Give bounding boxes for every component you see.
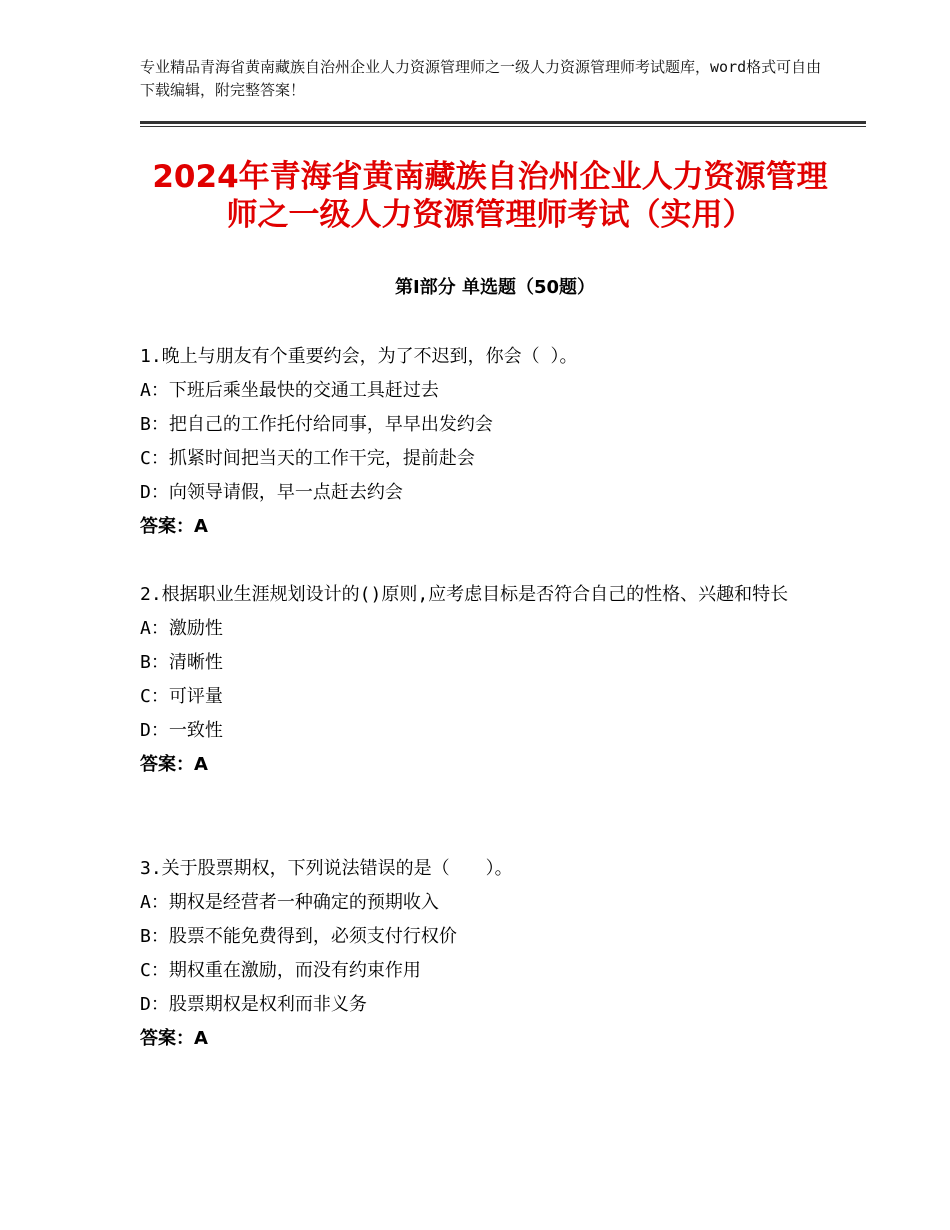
answer: 答案：A [140, 1028, 208, 1049]
option-d: D：股票期权是权利而非义务 [140, 994, 367, 1015]
question-3 [140, 852, 820, 1056]
option-a: A：期权是经营者一种确定的预期收入 [140, 892, 439, 913]
option-d: D：一致性 [140, 720, 223, 741]
answer: 答案：A [140, 754, 208, 775]
option-d: D：向领导请假，早一点赶去约会 [140, 482, 403, 503]
option-b: B：股票不能免费得到，必须支付行权价 [140, 926, 457, 947]
option-a: A：激励性 [140, 618, 223, 639]
option-c: C：期权重在激励，而没有约束作用 [140, 960, 421, 981]
header-divider-thick [140, 121, 866, 124]
option-a: A：下班后乘坐最快的交通工具赶过去 [140, 380, 439, 401]
option-b: B：把自己的工作托付给同事，早早出发约会 [140, 414, 493, 435]
option-c: C：抓紧时间把当天的工作干完，提前赴会 [140, 448, 475, 469]
answer: 答案：A [140, 516, 208, 537]
question-stem: 2.根据职业生涯规划设计的()原则,应考虑目标是否符合自己的性格、兴趣和特长 [140, 584, 789, 605]
question-stem: 3.关于股票期权，下列说法错误的是（ ）。 [140, 858, 513, 879]
question-stem: 1.晚上与朋友有个重要约会，为了不迟到，你会（ ）。 [140, 346, 578, 367]
header-divider-thin [140, 126, 866, 127]
section-title: 第Ⅰ部分 单选题（50题） [394, 277, 595, 298]
option-b: B：清晰性 [140, 652, 223, 673]
option-c: C：可评量 [140, 686, 223, 707]
header-note: 专业精品青海省黄南藏族自治州企业人力资源管理师之一级人力资源管理师考试题库，word格式可自由下载编辑，附完整答案！ [140, 58, 822, 99]
question-2 [140, 578, 820, 782]
document-title: 2024年青海省黄南藏族自治州企业人力资源管理师之一级人力资源管理师考试（实用） [152, 159, 828, 233]
question-1 [140, 340, 820, 544]
